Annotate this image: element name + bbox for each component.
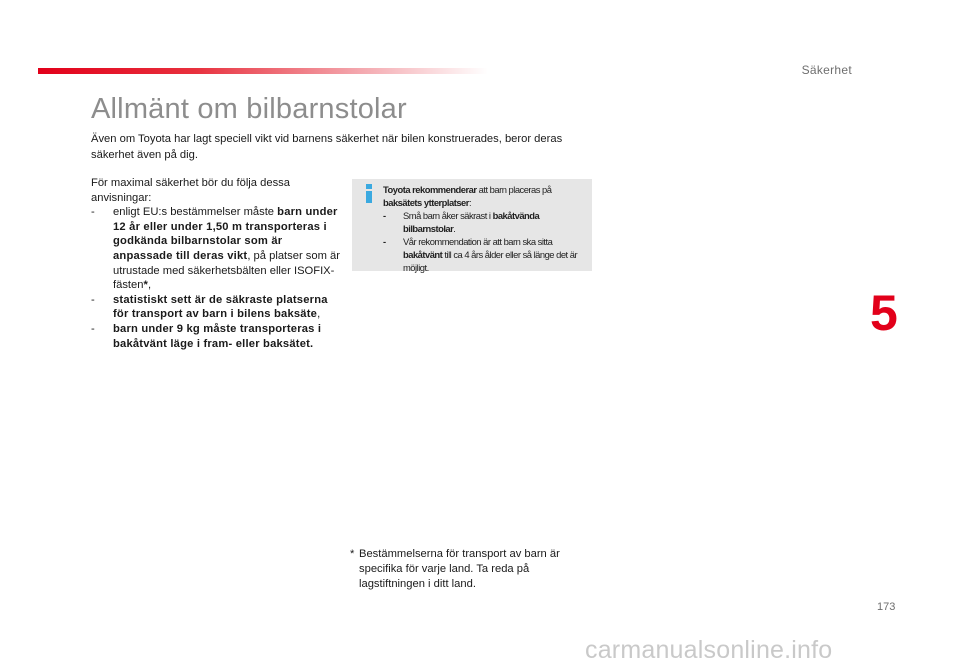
list-dash: - xyxy=(383,236,386,247)
info-text: till ca 4 års ålder eller så länge det är möjligt. xyxy=(403,249,578,273)
list-item-text: enligt EU:s bestämmelser måste xyxy=(113,206,275,219)
info-box-list xyxy=(383,209,588,274)
list-dash: - xyxy=(91,206,95,219)
list-item xyxy=(91,322,341,351)
info-box-content xyxy=(383,183,588,274)
list-dash: - xyxy=(91,293,95,306)
info-text: Små barn åker säkrast i xyxy=(403,210,493,221)
info-bold: bakåtvänt xyxy=(403,249,443,260)
instructions-lead: För maximal säkerhet bör du följa dessa anvisningar: xyxy=(91,177,290,204)
footnote-text: Bestämmelserna för transport av barn är specifika för varje land. Ta reda på lagstiftningen i ditt land. xyxy=(359,548,560,590)
chapter-number: 5 xyxy=(870,285,898,341)
section-title: Säkerhet xyxy=(801,63,852,77)
list-item-bold: barn under 9 kg måste transporteras i bakåtvänt läge i fram- eller baksätet. xyxy=(113,322,322,350)
list-dash: - xyxy=(383,210,386,221)
list-item-text: , xyxy=(148,279,152,292)
info-bold: baksätets ytterplatser xyxy=(383,197,469,208)
info-text: : xyxy=(468,197,472,208)
watermark: carmanualsonline.info xyxy=(585,636,833,664)
list-dash: - xyxy=(91,322,95,335)
info-icon xyxy=(363,184,375,206)
list-item-text: , xyxy=(317,308,321,321)
info-text: Vår rekommendation är att barn ska sitta xyxy=(403,236,553,247)
footnote xyxy=(350,547,570,592)
list-item-bold: statistiskt sett är de säkraste platserna för transport av barn i bilens baksäte xyxy=(113,293,328,321)
footnote-mark: * xyxy=(143,279,149,292)
info-bold: bakåtvända bilbarnstolar xyxy=(403,210,540,234)
instructions-column xyxy=(91,176,341,351)
list-item xyxy=(383,235,588,274)
list-item xyxy=(383,209,588,235)
list-item xyxy=(91,293,341,322)
header-accent-bar xyxy=(38,68,488,74)
intro-paragraph: Även om Toyota har lagt speciell vikt vid barnens säkerhet när bilen konstruerades, beror deras säkerhet även på dig. xyxy=(91,133,563,161)
info-text: att barn placeras på xyxy=(476,184,552,195)
list-item xyxy=(91,205,341,293)
recommendation-info-box xyxy=(352,179,592,271)
list-item-text: , på platser som är utrustade med säkerhetsbälten eller ISOFIX-fästen xyxy=(113,249,340,292)
info-text: . xyxy=(453,223,456,234)
info-box-lead xyxy=(383,183,588,209)
footnote-mark: * xyxy=(350,548,355,560)
instructions-list xyxy=(91,205,341,351)
page-title: Allmänt om bilbarnstolar xyxy=(91,93,407,125)
list-item-bold: barn under 12 år eller under 1,50 m transporteras i godkända bilbarnstolar som är anpassade till deras vikt xyxy=(113,206,338,262)
info-bold: Toyota rekommenderar xyxy=(383,184,477,195)
page-number: 173 xyxy=(877,601,896,613)
